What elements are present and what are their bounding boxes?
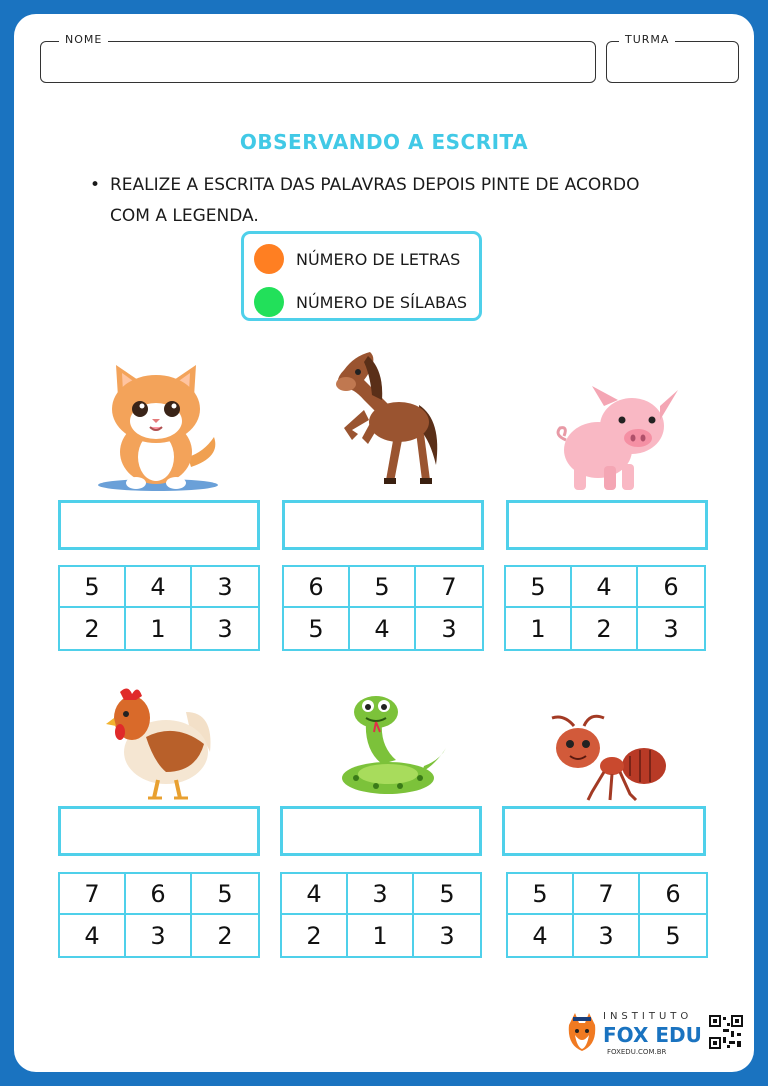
grid-cell[interactable]: 4 bbox=[350, 608, 416, 649]
grid-cell[interactable]: 5 bbox=[284, 608, 350, 649]
grid-cell[interactable]: 6 bbox=[284, 567, 350, 608]
grid-cell[interactable]: 2 bbox=[217, 921, 233, 950]
grid-cell[interactable]: 5 bbox=[506, 567, 572, 608]
count-grid-chicken bbox=[58, 872, 260, 958]
grid-cell[interactable]: 2 bbox=[572, 608, 638, 649]
legend-label: NÚMERO DE SÍLABAS bbox=[296, 292, 468, 312]
grid-cell[interactable]: 5 bbox=[192, 874, 258, 915]
grid-cell[interactable]: 7 bbox=[60, 874, 126, 915]
grid-cell[interactable]: 4 bbox=[508, 915, 574, 956]
grid-cell[interactable]: 2 bbox=[60, 608, 126, 649]
grid-cell[interactable]: 2 bbox=[282, 915, 348, 956]
grid-cell[interactable]: 5 bbox=[350, 567, 416, 608]
grid-cell[interactable]: 5 bbox=[414, 874, 480, 915]
grid-cell[interactable]: 3 bbox=[439, 921, 455, 950]
answer-box-pig[interactable] bbox=[506, 500, 708, 550]
logo-url-text: FOXEDU.COM.BR bbox=[607, 1048, 667, 1056]
grid-cell[interactable]: 1 bbox=[126, 608, 192, 649]
name-label: NOME bbox=[59, 33, 108, 46]
name-field[interactable] bbox=[40, 33, 596, 83]
answer-box-snake[interactable] bbox=[280, 806, 482, 856]
answer-box-ant[interactable] bbox=[502, 806, 706, 856]
count-grid-cat bbox=[58, 565, 260, 651]
grid-cell[interactable]: 7 bbox=[574, 874, 640, 915]
fox-icon bbox=[565, 1011, 599, 1055]
class-field[interactable] bbox=[606, 33, 739, 83]
bullet: • bbox=[90, 175, 101, 195]
grid-cell[interactable]: 1 bbox=[506, 608, 572, 649]
grid-cell[interactable]: 4 bbox=[60, 915, 126, 956]
count-grid-ant bbox=[506, 872, 708, 958]
instruction-line-2: COM A LEGENDA. bbox=[110, 206, 259, 226]
grid-cell[interactable]: 1 bbox=[348, 915, 414, 956]
legend-item-syllables bbox=[254, 287, 467, 317]
instruction bbox=[90, 170, 670, 232]
grid-cell[interactable]: 4 bbox=[282, 874, 348, 915]
logo-top-text: INSTITUTO bbox=[603, 1011, 693, 1022]
legend-label: NÚMERO DE LETRAS bbox=[296, 249, 461, 269]
answer-box-chicken[interactable] bbox=[58, 806, 260, 856]
instituto-fox-edu-logo bbox=[565, 1009, 745, 1059]
legend-box bbox=[241, 231, 482, 321]
cat-image bbox=[96, 357, 226, 492]
grid-cell[interactable]: 5 bbox=[665, 921, 681, 950]
count-grid-horse bbox=[282, 565, 484, 651]
grid-cell[interactable]: 3 bbox=[192, 567, 258, 608]
grid-cell[interactable]: 5 bbox=[508, 874, 574, 915]
count-grid-pig bbox=[504, 565, 706, 651]
grid-cell[interactable]: 3 bbox=[217, 614, 233, 643]
horse-image bbox=[324, 350, 444, 495]
class-label: TURMA bbox=[619, 33, 675, 46]
grid-cell[interactable]: 6 bbox=[126, 874, 192, 915]
grid-cell[interactable]: 4 bbox=[126, 567, 192, 608]
answer-box-cat[interactable] bbox=[58, 500, 260, 550]
grid-cell[interactable]: 3 bbox=[348, 874, 414, 915]
grid-cell[interactable]: 4 bbox=[572, 567, 638, 608]
chicken-image bbox=[106, 682, 216, 802]
grid-cell[interactable]: 3 bbox=[663, 614, 679, 643]
grid-cell[interactable]: 3 bbox=[126, 915, 192, 956]
answer-box-horse[interactable] bbox=[282, 500, 484, 550]
grid-cell[interactable]: 3 bbox=[574, 915, 640, 956]
instruction-line-1: REALIZE A ESCRITA DAS PALAVRAS DEPOIS PINTE DE ACORDO bbox=[110, 175, 640, 195]
green-dot-icon bbox=[254, 287, 284, 317]
ant-image bbox=[544, 714, 669, 804]
worksheet-page bbox=[14, 14, 754, 1072]
legend-item-letters bbox=[254, 244, 460, 274]
grid-cell[interactable]: 5 bbox=[60, 567, 126, 608]
pig-image bbox=[548, 380, 683, 495]
grid-cell[interactable]: 7 bbox=[416, 567, 482, 608]
grid-cell[interactable]: 6 bbox=[638, 567, 704, 608]
count-grid-snake bbox=[280, 872, 482, 958]
orange-dot-icon bbox=[254, 244, 284, 274]
grid-cell[interactable]: 3 bbox=[441, 614, 457, 643]
qr-code-icon bbox=[709, 1015, 743, 1049]
logo-main-text: FOX EDU bbox=[603, 1023, 702, 1047]
grid-cell[interactable]: 6 bbox=[640, 874, 706, 915]
page-title: OBSERVANDO A ESCRITA bbox=[239, 130, 529, 154]
snake-image bbox=[336, 690, 448, 800]
